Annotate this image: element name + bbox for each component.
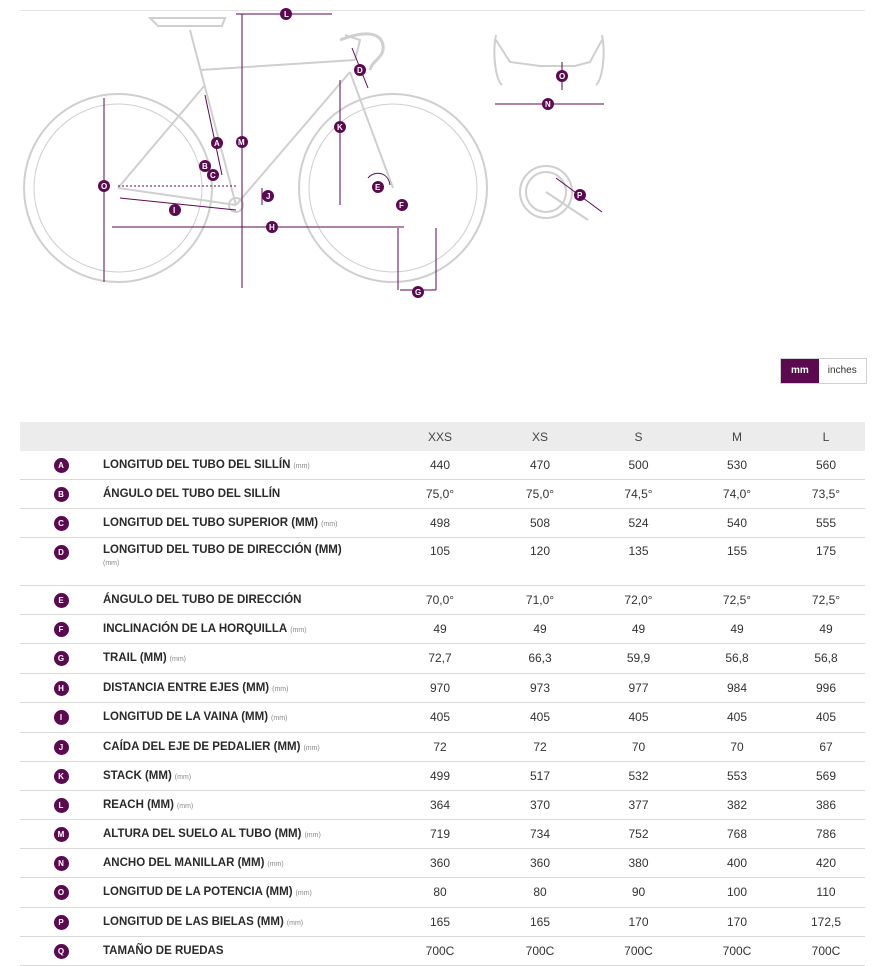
row-badge-cell: [20, 848, 102, 877]
measure-value: 72,5°: [787, 585, 865, 614]
measure-name: ANCHO DEL MANILLAR (MM): [103, 856, 265, 869]
measure-value: 405: [787, 702, 865, 732]
measure-unit: (mm): [103, 559, 120, 567]
measure-value: 170: [687, 907, 787, 936]
measure-value: 420: [787, 848, 865, 877]
measure-unit: (mm): [321, 520, 338, 528]
measure-unit: (mm): [304, 831, 321, 839]
row-badge-cell: [20, 907, 102, 936]
measure-value: 752: [590, 819, 687, 848]
table-header-row: [20, 422, 865, 451]
measure-value: 360: [490, 848, 590, 877]
measure-value: 719: [390, 819, 490, 848]
measure-code-badge: N: [54, 856, 69, 871]
measure-value: 970: [390, 673, 490, 702]
measure-value: 75,0°: [490, 479, 590, 508]
measure-value: 517: [490, 761, 590, 790]
size-header: S: [590, 422, 687, 451]
svg-text:F: F: [399, 201, 404, 210]
row-badge-cell: [20, 537, 102, 585]
measure-name: LONGITUD DEL TUBO SUPERIOR (MM): [103, 516, 319, 529]
measure-value: 400: [687, 848, 787, 877]
geometry-table: [20, 422, 865, 966]
measure-code-badge: P: [54, 915, 69, 930]
measure-value: 74,5°: [590, 479, 687, 508]
table-row: [20, 877, 865, 907]
measure-code-badge: G: [54, 651, 69, 666]
table-row: [20, 614, 865, 643]
measure-code-badge: A: [54, 458, 69, 473]
svg-text:G: G: [415, 288, 422, 297]
svg-text:H: H: [269, 223, 275, 232]
measure-value: 70,0°: [390, 585, 490, 614]
measure-code-badge: L: [54, 798, 69, 813]
table-row: [20, 673, 865, 702]
measure-name: DISTANCIA ENTRE EJES (MM): [103, 681, 270, 694]
measure-value: 386: [787, 790, 865, 819]
measure-name: ÁNGULO DEL TUBO DE DIRECCIÓN: [103, 593, 302, 606]
measure-value: 530: [687, 451, 787, 479]
measure-name-cell: [102, 819, 390, 848]
measure-name: CAÍDA DEL EJE DE PEDALIER (MM): [103, 740, 301, 753]
size-header: XS: [490, 422, 590, 451]
measure-value: 470: [490, 451, 590, 479]
measure-value: 56,8: [687, 643, 787, 673]
measure-value: 734: [490, 819, 590, 848]
measure-value: 70: [590, 732, 687, 761]
row-badge-cell: [20, 673, 102, 702]
measure-value: 984: [687, 673, 787, 702]
measure-value: 540: [687, 508, 787, 537]
bike-frame: [118, 30, 393, 205]
measure-value: 100: [687, 877, 787, 907]
svg-text:O: O: [101, 182, 108, 191]
table-row: [20, 790, 865, 819]
measure-value: 553: [687, 761, 787, 790]
svg-text:P: P: [577, 191, 583, 200]
measure-name-cell: [102, 537, 390, 585]
unit-inches-button[interactable]: inches: [819, 359, 866, 383]
row-badge-cell: [20, 585, 102, 614]
row-badge-cell: [20, 936, 102, 965]
measure-value: 768: [687, 819, 787, 848]
measure-name: LONGITUD DE LA POTENCIA (MM): [103, 886, 293, 898]
measure-unit: (mm): [295, 890, 312, 897]
measure-name-cell: [102, 479, 390, 508]
measure-value: 49: [390, 614, 490, 643]
measure-name: TAMAÑO DE RUEDAS: [103, 944, 224, 957]
measure-name-cell: [102, 761, 390, 790]
measure-unit: (mm): [174, 773, 192, 781]
measure-value: 996: [787, 673, 865, 702]
measure-value: 67: [787, 732, 865, 761]
measure-value: 135: [590, 537, 687, 585]
measure-value: 49: [590, 614, 687, 643]
size-header: L: [787, 422, 865, 451]
measure-value: 508: [490, 508, 590, 537]
unit-mm-button[interactable]: mm: [781, 359, 819, 383]
svg-text:A: A: [214, 139, 220, 148]
measure-code-badge: K: [54, 769, 69, 784]
row-badge-cell: [20, 732, 102, 761]
row-badge-cell: [20, 877, 102, 907]
table-row: [20, 761, 865, 790]
row-badge-cell: [20, 761, 102, 790]
measure-value: 49: [490, 614, 590, 643]
svg-text:D: D: [357, 66, 363, 75]
measure-name-cell: [102, 643, 390, 673]
measure-name-cell: [102, 732, 390, 761]
measure-value: 59,9: [590, 643, 687, 673]
table-row: [20, 585, 865, 614]
measure-value: 170: [590, 907, 687, 936]
measure-value: 80: [490, 877, 590, 907]
measure-code-badge: H: [54, 681, 69, 696]
measure-value: 90: [590, 877, 687, 907]
measure-value: 364: [390, 790, 490, 819]
svg-text:C: C: [210, 171, 216, 180]
measure-value: 370: [490, 790, 590, 819]
table-row: [20, 936, 865, 965]
measure-name-cell: [102, 702, 390, 732]
row-badge-cell: [20, 451, 102, 479]
measure-value: 405: [490, 702, 590, 732]
measure-value: 80: [390, 877, 490, 907]
size-header: XXS: [390, 422, 490, 451]
table-row: [20, 819, 865, 848]
measure-value: 155: [687, 537, 787, 585]
table-row: [20, 702, 865, 732]
measure-unit: (mm): [267, 860, 284, 868]
measure-value: 360: [390, 848, 490, 877]
table-row: [20, 848, 865, 877]
measure-code-badge: D: [54, 545, 69, 560]
measure-name-cell: [102, 508, 390, 537]
measure-unit: (mm): [176, 802, 194, 810]
measure-name-cell: [102, 790, 390, 819]
measure-unit: (mm): [272, 685, 289, 693]
measure-code-badge: I: [54, 710, 69, 725]
svg-text:O: O: [559, 72, 566, 81]
measure-name: REACH (MM): [103, 798, 174, 811]
header-blank: [102, 422, 390, 451]
row-badge-cell: [20, 702, 102, 732]
measure-code-badge: J: [54, 740, 69, 755]
measure-value: 380: [590, 848, 687, 877]
measure-name-cell: [102, 877, 390, 907]
measure-value: 700C: [590, 936, 687, 965]
table-row: [20, 907, 865, 936]
measure-name-cell: [102, 585, 390, 614]
measure-name: INCLINACIÓN DE LA HORQUILLA: [103, 622, 288, 635]
measure-code-badge: B: [54, 487, 69, 502]
measure-unit: (mm): [169, 656, 186, 663]
measure-value: 56,8: [787, 643, 865, 673]
measure-value: 786: [787, 819, 865, 848]
measure-code-badge: E: [54, 593, 69, 608]
measure-value: 560: [787, 451, 865, 479]
measure-value: 49: [787, 614, 865, 643]
measure-value: 66,3: [490, 643, 590, 673]
measure-value: 977: [590, 673, 687, 702]
measure-unit: (mm): [303, 744, 320, 752]
measure-name-cell: [102, 907, 390, 936]
measure-value: 440: [390, 451, 490, 479]
measure-value: 499: [390, 761, 490, 790]
measure-unit: (mm): [293, 462, 310, 470]
row-badge-cell: [20, 819, 102, 848]
measure-value: 175: [787, 537, 865, 585]
measure-name: LONGITUD DEL TUBO DEL SILLÍN: [103, 458, 291, 471]
svg-text:I: I: [173, 206, 176, 215]
row-badge-cell: [20, 479, 102, 508]
size-header: M: [687, 422, 787, 451]
measure-value: 72,5°: [687, 585, 787, 614]
measure-value: 700C: [490, 936, 590, 965]
measure-value: 49: [687, 614, 787, 643]
row-badge-cell: [20, 614, 102, 643]
table-row: [20, 643, 865, 673]
measure-name-cell: [102, 936, 390, 965]
table-row: [20, 537, 865, 585]
svg-text:K: K: [337, 123, 343, 132]
measure-unit: (mm): [290, 626, 307, 634]
measure-value: 70: [687, 732, 787, 761]
measure-value: 72: [490, 732, 590, 761]
measure-value: 405: [687, 702, 787, 732]
measure-value: 382: [687, 790, 787, 819]
header-blank: [20, 422, 102, 451]
measure-value: 110: [787, 877, 865, 907]
measure-value: 973: [490, 673, 590, 702]
measure-code-badge: F: [54, 622, 69, 637]
svg-text:E: E: [375, 183, 381, 192]
measure-value: 75,0°: [390, 479, 490, 508]
measure-value: 524: [590, 508, 687, 537]
measure-code-badge: O: [54, 885, 69, 900]
measure-value: 405: [390, 702, 490, 732]
svg-text:M: M: [238, 138, 245, 147]
measure-name-cell: [102, 451, 390, 479]
measure-value: 165: [490, 907, 590, 936]
svg-text:B: B: [202, 162, 208, 171]
svg-text:L: L: [284, 10, 289, 19]
measure-value: 105: [390, 537, 490, 585]
measure-value: 700C: [687, 936, 787, 965]
measure-value: 405: [590, 702, 687, 732]
measure-name-cell: [102, 673, 390, 702]
measure-value: 569: [787, 761, 865, 790]
measure-value: 532: [590, 761, 687, 790]
measure-code-badge: M: [54, 827, 69, 842]
measure-unit: (mm): [286, 919, 304, 927]
measure-value: 72,0°: [590, 585, 687, 614]
measure-value: 377: [590, 790, 687, 819]
row-badge-cell: [20, 643, 102, 673]
table-row: [20, 451, 865, 479]
measure-value: 120: [490, 537, 590, 585]
measure-value: 555: [787, 508, 865, 537]
measure-code-badge: C: [54, 516, 69, 531]
measure-name: TRAIL (MM): [103, 652, 167, 664]
measure-name-cell: [102, 848, 390, 877]
measure-value: 74,0°: [687, 479, 787, 508]
measure-name: STACK (MM): [103, 769, 172, 782]
measure-value: 71,0°: [490, 585, 590, 614]
measure-value: 700C: [787, 936, 865, 965]
measure-value: 72,7: [390, 643, 490, 673]
measure-code-badge: Q: [54, 944, 69, 959]
measure-name: LONGITUD DEL TUBO DE DIRECCIÓN (MM): [103, 543, 342, 556]
svg-text:N: N: [545, 100, 551, 109]
measure-value: 73,5°: [787, 479, 865, 508]
table-row: [20, 479, 865, 508]
table-row: [20, 508, 865, 537]
unit-toggle: [780, 358, 867, 384]
handlebar-top-view: [494, 35, 603, 85]
measure-value: 498: [390, 508, 490, 537]
measure-value: 165: [390, 907, 490, 936]
row-badge-cell: [20, 790, 102, 819]
measure-value: 72: [390, 732, 490, 761]
table-row: [20, 732, 865, 761]
measure-name: LONGITUD DE LAS BIELAS (MM): [103, 915, 284, 928]
measure-value: 700C: [390, 936, 490, 965]
measure-value: 500: [590, 451, 687, 479]
row-badge-cell: [20, 508, 102, 537]
measure-name-cell: [102, 614, 390, 643]
svg-text:J: J: [266, 192, 271, 201]
measure-name: LONGITUD DE LA VAINA (MM): [103, 711, 269, 723]
measure-value: 172,5: [787, 907, 865, 936]
measure-name: ALTURA DEL SUELO AL TUBO (MM): [103, 827, 302, 840]
measure-unit: (mm): [271, 715, 288, 722]
measure-name: ÁNGULO DEL TUBO DEL SILLÍN: [103, 487, 281, 500]
bike-geometry-diagram: [0, 0, 640, 320]
